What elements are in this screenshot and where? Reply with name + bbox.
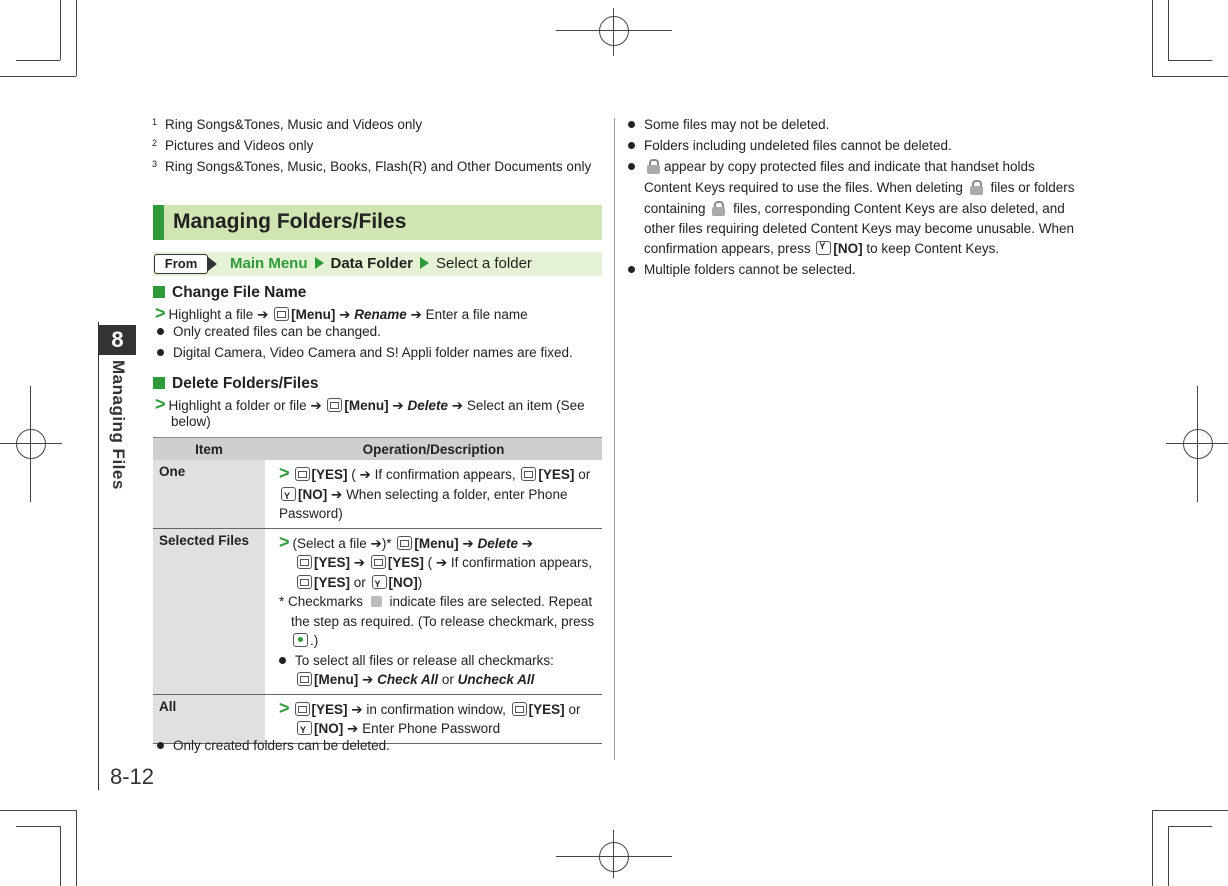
- subheading-change-file-name: Change File Name: [153, 284, 306, 302]
- row-description: > [YES] ➔ in confirmation window, [YES] or Y[NO] ➔ Enter Phone Password: [265, 694, 602, 743]
- center-key-icon: [293, 633, 308, 647]
- crop-mark: [60, 826, 61, 886]
- crop-mark: [1152, 0, 1153, 76]
- mail-key-icon: [295, 702, 310, 716]
- registration-mark: [599, 842, 629, 872]
- lock-icon: [970, 180, 984, 195]
- table-header: [153, 438, 602, 461]
- lock-icon: [712, 201, 726, 216]
- bullet-icon: [628, 163, 635, 170]
- note-line: Only created folders can be deleted.: [157, 738, 390, 753]
- table-row: [153, 694, 602, 743]
- note-line: appear by copy protected files and indicate that handset holds: [628, 159, 1035, 174]
- square-bullet-icon: [153, 377, 165, 389]
- y-key-icon: [372, 575, 387, 589]
- breadcrumb: [153, 252, 602, 276]
- step-arrow-icon: >: [279, 531, 290, 552]
- note-line: Digital Camera, Video Camera and S! Appli folder names are fixed.: [157, 345, 573, 360]
- note-line: confirmation appears, press Y[NO] to keep Content Keys.: [644, 241, 999, 256]
- bullet-icon: [157, 328, 164, 335]
- breadcrumb-data-folder: Data Folder: [330, 255, 414, 272]
- mail-key-icon: [274, 307, 289, 321]
- y-key-icon: [281, 487, 296, 501]
- note-line: containing files, corresponding Content Keys are also deleted, and: [644, 201, 1065, 216]
- section-title: Managing Folders/Files: [173, 210, 407, 233]
- operation-table: [153, 437, 602, 744]
- heading-accent-bar: [153, 205, 164, 240]
- mail-key-icon: [521, 467, 536, 481]
- registration-mark: [16, 429, 46, 459]
- crop-mark: [1168, 0, 1169, 60]
- registration-mark: [599, 16, 629, 46]
- note-line: Only created files can be changed.: [157, 324, 381, 339]
- registration-mark: [1183, 429, 1213, 459]
- mail-key-icon: [397, 536, 412, 550]
- footnote: $^1$ Ring Songs&Tones, Music and Videos only: [152, 117, 423, 132]
- mail-key-icon: [297, 575, 312, 589]
- chapter-line: [98, 322, 99, 790]
- section-heading: [153, 205, 602, 240]
- footnote: $^3$ Ring Songs&Tones, Music, Books, Flash(R) and Other Documents only: [152, 159, 592, 174]
- mail-key-icon: [295, 467, 310, 481]
- bullet-icon: [628, 266, 635, 273]
- subheading-delete: Delete Folders/Files: [153, 375, 318, 393]
- crop-mark: [76, 810, 77, 886]
- bullet-icon: [628, 121, 635, 128]
- step-arrow-icon: >: [155, 394, 166, 414]
- crop-mark: [1168, 826, 1212, 827]
- step-arrow-icon: >: [155, 303, 166, 323]
- crop-mark: [16, 60, 60, 61]
- row-label: All: [153, 694, 265, 743]
- chapter-number: 8: [99, 325, 136, 355]
- column-divider: [614, 118, 615, 760]
- table-row: [153, 460, 602, 528]
- chapter-title: Managing Files: [109, 360, 128, 490]
- col-operation: Operation/Description: [265, 438, 602, 461]
- step-arrow-icon: >: [279, 463, 290, 483]
- mail-key-icon: [297, 555, 312, 569]
- arrow-right-icon: [208, 257, 217, 271]
- col-item: Item: [153, 438, 265, 461]
- mail-key-icon: [512, 702, 527, 716]
- crop-mark: [1152, 76, 1228, 77]
- chevron-right-icon: [315, 257, 324, 269]
- square-bullet-icon: [153, 286, 165, 298]
- step-arrow-icon: >: [279, 697, 290, 718]
- y-key-icon: [816, 241, 831, 255]
- crop-mark: [0, 810, 76, 811]
- crop-mark: [1168, 60, 1212, 61]
- breadcrumb-path: [230, 255, 532, 272]
- y-key-icon: [297, 721, 312, 735]
- checkmark-icon: [371, 596, 382, 607]
- row-label: One: [153, 460, 265, 528]
- row-description: > [YES] ( ➔ If confirmation appears, [YES] or Y[NO] ➔ When selecting a folder, enter Phone Password): [265, 460, 602, 528]
- note-line: Folders including undeleted files cannot be deleted.: [628, 138, 952, 153]
- crop-mark: [1152, 810, 1153, 886]
- bullet-icon: [157, 742, 164, 749]
- crop-mark: [1152, 810, 1228, 811]
- note-line: Multiple folders cannot be selected.: [628, 262, 856, 277]
- from-badge: From: [154, 254, 208, 274]
- note-line: Some files may not be deleted.: [628, 117, 829, 132]
- breadcrumb-select: Select a folder: [436, 255, 532, 272]
- crop-mark: [60, 0, 61, 60]
- step-line: > Highlight a file ➔ [Menu] ➔ Rename ➔ Enter a file name: [155, 303, 528, 323]
- row-label: Selected Files: [153, 528, 265, 694]
- bullet-icon: [628, 142, 635, 149]
- crop-mark: [0, 76, 76, 77]
- note-line: Content Keys required to use the files. When deleting files or folders: [644, 180, 1075, 195]
- row-description: > (Select a file ➔)* [Menu] ➔ Delete ➔ [YES] ➔ [YES] ( ➔ If confirmation appears, [YES] or Y[NO]) * Checkmarks indicate files are selected. Repeat the step as required. (To release checkmark, press .) To select all files or release all checkmarks: [Menu] ➔ Check All or Uncheck All: [265, 528, 602, 694]
- mail-key-icon: [371, 555, 386, 569]
- breadcrumb-main-menu: Main Menu: [230, 255, 308, 272]
- chevron-right-icon: [420, 257, 429, 269]
- footnote: $^2$ Pictures and Videos only: [152, 138, 314, 153]
- crop-mark: [16, 826, 60, 827]
- mail-key-icon: [327, 398, 342, 412]
- table-row: [153, 528, 602, 694]
- bullet-icon: [157, 349, 164, 356]
- step-line-cont: below): [171, 414, 211, 429]
- mail-key-icon: [297, 672, 312, 686]
- crop-mark: [76, 0, 77, 76]
- step-line: > Highlight a folder or file ➔ [Menu] ➔ Delete ➔ Select an item (See: [155, 394, 585, 414]
- page-number: 8-12: [110, 764, 155, 789]
- note-line: other files requiring deleted Content Keys may become unusable. When: [644, 221, 1074, 236]
- lock-icon: [647, 159, 661, 174]
- crop-mark: [1168, 826, 1169, 886]
- bullet-icon: [279, 657, 286, 664]
